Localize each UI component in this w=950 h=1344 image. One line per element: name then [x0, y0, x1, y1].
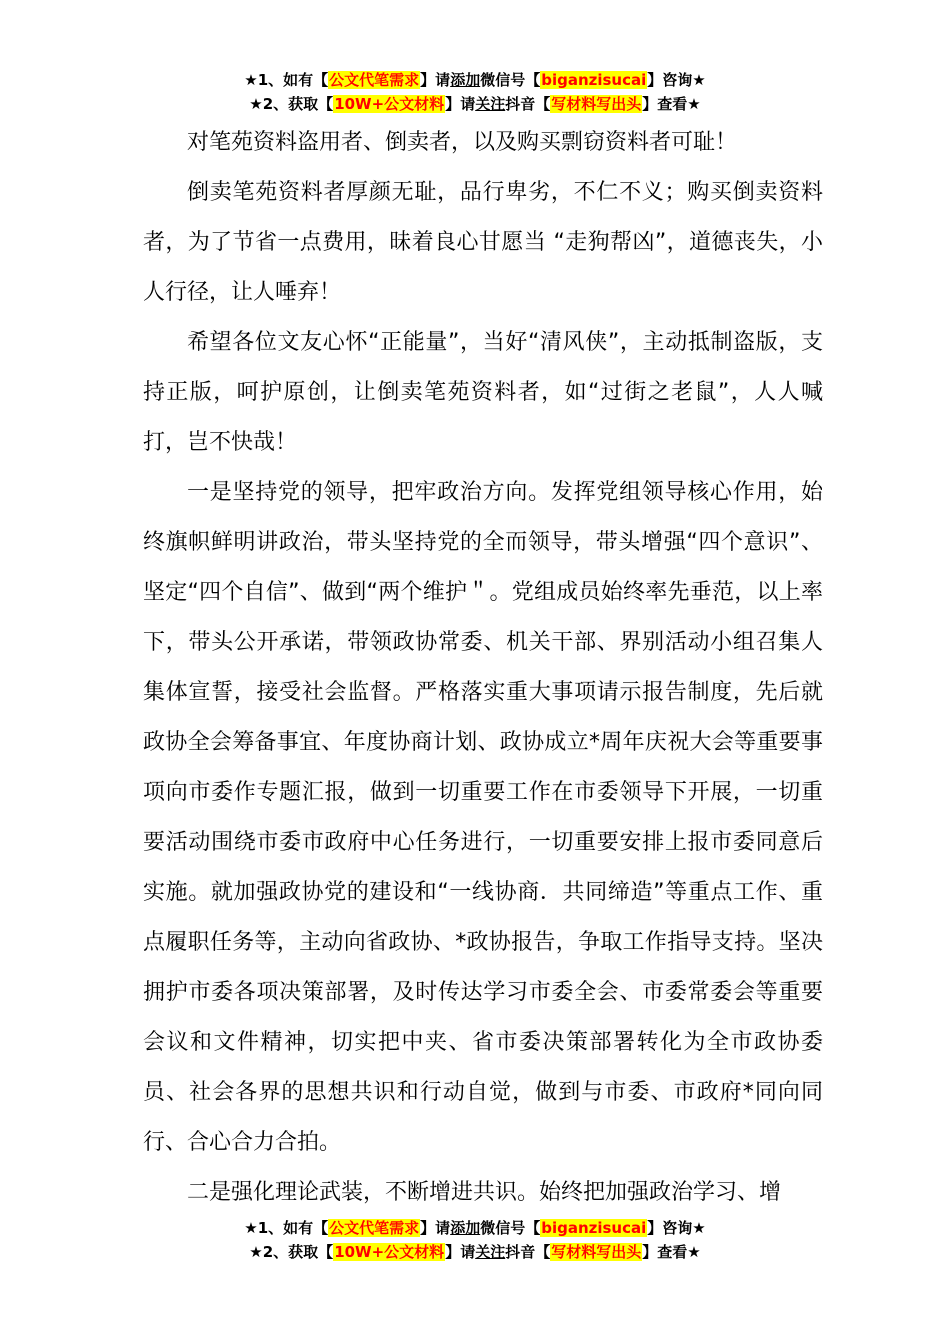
- banner-line-1: [0, 68, 950, 92]
- banner-text: 抖音【: [505, 95, 551, 113]
- banner-highlight: 公文代笔需求: [329, 71, 420, 89]
- banner-highlight: biganzisucai: [541, 71, 647, 89]
- banner-text: ★1、如有【: [244, 1219, 329, 1237]
- banner-highlight: 10W+公文材料: [334, 95, 445, 113]
- banner-highlight: 写材料写出头: [551, 95, 642, 113]
- banner-underline: 关注: [475, 1243, 506, 1261]
- banner-text: 】咨询★: [647, 1219, 706, 1237]
- banner-line-2: [0, 1240, 950, 1264]
- header-banner: [0, 68, 950, 116]
- banner-line-2: [0, 92, 950, 116]
- paragraph-5: 二是强化理论武装，不断增进共识。始终把加强政治学习、增: [187, 1180, 782, 1205]
- paragraph-3: 希望各位文友心怀“正能量”，当好“清风侠”，主动抵制盗版，支持正版，呵护原创，让倒卖笔苑资料者，如“过街之老鼠”，人人喊打，岂不快哉！: [143, 330, 823, 455]
- banner-highlight: 10W+公文材料: [334, 1243, 445, 1261]
- banner-text: 】查看★: [642, 1243, 701, 1261]
- document-body: [143, 118, 823, 1218]
- banner-line-1: [0, 1216, 950, 1240]
- banner-text: 】请: [420, 1219, 451, 1237]
- banner-underline: 添加: [450, 71, 481, 89]
- banner-text: ★1、如有【: [244, 71, 329, 89]
- banner-text: 】请: [445, 95, 476, 113]
- banner-underline: 添加: [450, 1219, 481, 1237]
- banner-text: ★2、获取【: [249, 95, 334, 113]
- banner-highlight: 写材料写出头: [551, 1243, 642, 1261]
- banner-highlight: biganzisucai: [541, 1219, 647, 1237]
- banner-text: 微信号【: [480, 1219, 541, 1237]
- paragraph-2: 倒卖笔苑资料者厚颜无耻，品行卑劣，不仁不义；购买倒卖资料者，为了节省一点费用，昧着良心甘愿当 “走狗帮凶”，道德丧失，小人行径，让人唾弃！: [143, 180, 823, 305]
- banner-text: 】请: [445, 1243, 476, 1261]
- banner-text: 】咨询★: [647, 71, 706, 89]
- paragraph-4: 一是坚持党的领导，把牢政治方向。发挥党组领导核心作用，始终旗帜鲜明讲政治，带头坚持党的全而领导，带头增强“四个意识”、坚定“四个自信”、做到“两个维护＂。党组成员始终率先垂范，以上率下，带头公开承诺，带领政协常委、机关干部、界别活动小组召集人集体宣誓，接受社会监督。严格落实重大事项请示报告制度，先后就政协全会筹备事宜、年度协商计划、政协成立*周年庆祝大会等重要事项向市委作专题汇报，做到一切重要工作在市委领导下开展，一切重要活动围绕市委市政府中心任务进行，一切重要安排上报市委同意后实施。就加强政协党的建设和“一线协商．共同缔造”等重点工作、重点履职任务等，主动向省政协、*政协报告，争取工作指导支持。坚决拥护市委各项决策部署，及时传达学习市委全会、市委常委会等重要会议和文件精神，切实把中夹、省市委决策部署转化为全市政协委员、社会各界的思想共识和行动自觉，做到与市委、市政府*同向同行、合心合力合拍。: [143, 480, 823, 1155]
- paragraph-1: 对笔苑资料盗用者、倒卖者，以及购买剽窃资料者可耻！: [187, 130, 738, 155]
- banner-highlight: 公文代笔需求: [329, 1219, 420, 1237]
- banner-underline: 关注: [475, 95, 506, 113]
- footer-banner: [0, 1216, 950, 1264]
- banner-text: 微信号【: [480, 71, 541, 89]
- banner-text: 】请: [420, 71, 451, 89]
- banner-text: ★2、获取【: [249, 1243, 334, 1261]
- banner-text: 】查看★: [642, 95, 701, 113]
- banner-text: 抖音【: [505, 1243, 551, 1261]
